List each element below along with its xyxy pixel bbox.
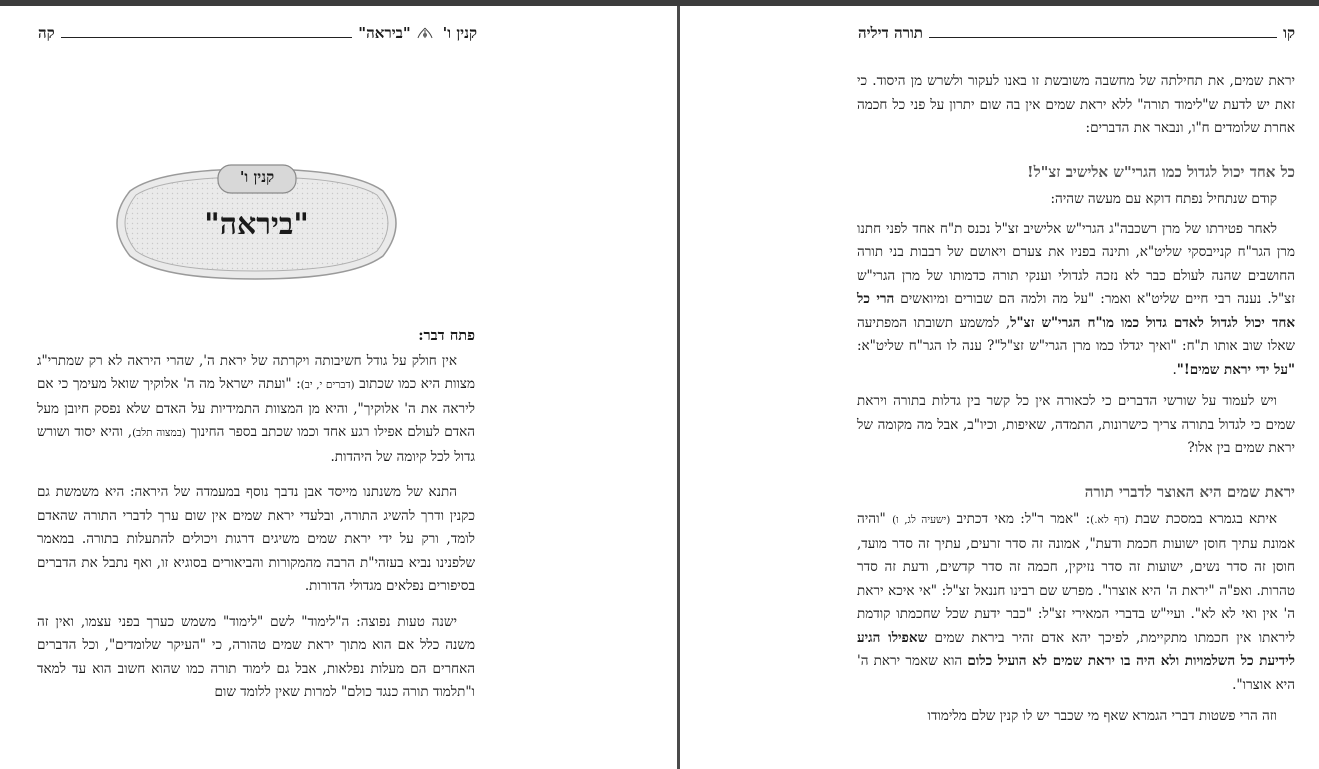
- right-page: [680, 6, 1319, 769]
- header-rule: [929, 37, 1277, 38]
- chapter-emblem: [100, 161, 413, 286]
- section-heading: יראת שמים היא האוצר לדברי תורה: [1084, 482, 1295, 501]
- left-page-header: [38, 24, 477, 43]
- paragraph: קודם שנתחיל נפתח דוקא עם מעשה שהיה:: [1050, 191, 1277, 207]
- paragraph: וזה הרי פשטות דברי הגמרא שאף מי שכבר יש לו קנין שלם מלימודו: [927, 708, 1277, 724]
- bold-span: "על ידי יראת שמים!": [1176, 361, 1295, 378]
- chapter-title: "ביראה": [358, 24, 411, 42]
- text-span: , והיא יסוד ושורש גדול לכל קיומה של היהדות.: [37, 424, 475, 465]
- page-number: קו: [1283, 24, 1295, 42]
- text-span: איתא בגמרא במסכת שבת: [1128, 511, 1277, 527]
- header-rule: [61, 37, 353, 38]
- bold-span: הרי כל אחד יכול לגדול לאדם גדול כמו מו"ח הגרי"ש זצ"ל: [857, 291, 1296, 331]
- intro-heading: פתח דבר:: [418, 327, 475, 344]
- left-body: [37, 324, 475, 705]
- paragraph: התנא של משנתנו מייסד אבן נדבך נוסף במעמדה של היראה: היא משמשת גם כקנין ודרך להשיג התורה, ובלעדי יראת שמים אין שום ערך לדברי התורה שהאדם לומד, ורק על ידי יראת שמים משיגים דרגות ויכולים להתעלות בתורה. במאמר שלפנינו נביא בעזהי"ת הרבה מהמקורות והביאורים בסוגיא זו, ואף נתבל את הדברים בסיפורים נפלאים מגדולי הדורות.: [37, 484, 475, 594]
- right-body: [857, 70, 1295, 729]
- section-heading: כל אחד יכול לגדול כמו הגרי"ש אלישיב זצ"ל!: [1027, 162, 1295, 181]
- paragraph: [857, 218, 1295, 383]
- right-page-header: [858, 24, 1295, 43]
- bold-span: שאפילו הגיע לידיעת כל השלמויות ולא היה בו יראת שמים לא הועיל כלום: [857, 629, 1295, 669]
- text-span: אין חולק על גודל חשיבותה ויקרתה של יראת ה', שהרי היראה לא רק שמתרי"ג מצוות היא כמו שכתוב: [37, 352, 475, 392]
- text-span: "והיה אמונת עתיך חוסן ישועות חכמת ודעת", אמונה זה סדר זרעים, עתיך זה סדר מועד, חוסן זה סדר נשים, ישועות זה סדר נזיקין, חכמה זה סדר קדשים, ודעת זה סדר טהרות. ואפ"ה "יראת ה' היא אוצרו". מפרש שם רבינו חננאל זצ"ל: "אי איכא יראת ה' אין ואי לא לא". ועיי"ש בדברי המאירי זצ"ל: "כבר ידעת שכל שחכמתו קודמת ליראתו אין חכמתו מתקיימת, לפיכך יהא אדם זהיר ביראת שמים: [857, 511, 1295, 646]
- source-ref: (במצוה תלב): [132, 427, 186, 439]
- emblem-title: "ביראה": [204, 207, 309, 242]
- paragraph: [37, 350, 475, 470]
- source-ref: (דברים י, יב): [300, 379, 355, 391]
- paragraph: ויש לעמוד על שורשי הדברים כי לכאורה אין כל קשר בין גדלות בתורה ויראת שמים כי לגדול בתורה צריך כישרונות, התמדה, שאיפות, וכיו"ב, אבל מה מקומה של יראת שמים בין אלו?: [857, 393, 1295, 456]
- text-span: , למשמע תשובתו המפתיעה שאלו שוב אותו ת"ח: "ואיך יגדלו כמו מרן הגרי"ש זצ"ל"? ענה לו הגר"ח שליט"א:: [857, 314, 1295, 354]
- emblem-badge: קנין ו': [239, 168, 275, 186]
- source-ref: (דף לא.): [1090, 514, 1129, 526]
- paragraph: יראת שמים, את תחילתה של מחשבה משובשת זו באנו לעקור ולשרש מן היסוד. כי זאת יש לדעת ש"לימוד תורה" ללא יראת שמים אין בה שום יתרון על פני כל חכמה אחרת שלומדים ח"ו, ונבאר את הדברים:: [857, 73, 1295, 136]
- paragraph: [857, 508, 1295, 697]
- left-page: [0, 6, 677, 769]
- chapter-label: קנין ו': [442, 24, 477, 42]
- fleuron-icon: [417, 25, 433, 43]
- paragraph: ישנה טעות נפוצה: ה"לימוד" לשם "לימוד" משמש כערך בפני עצמו, ואין זה משנה כלל אם הוא מתוך יראת שמים טהורה, כי "העיקר שלומדים", וכל הדברים האחרים הם מעלות נפלאות, אבל גם לימוד תורה כמו שהוא חשוב הוא עד למאד ו"תלמוד תורה כנגד כולם" למרות שאין ללומד שום: [37, 613, 475, 700]
- page-number: קה: [38, 24, 55, 42]
- text-span: .: [1172, 361, 1177, 378]
- text-span: לאחר פטירתו של מרן רשכבה"ג הגרי"ש אלישיב זצ"ל נכנס ת"ח אחד לפני חתנו מרן הגר"ח קנייבסקי שליט"א, ותינה בפניו את צערם ויאושם של רבבות בני תורה החושבים שהנה לעולם כבר לא נזכה לגדולי וענקי תורה כדמותו של מרן הגרי"ש זצ"ל. נענה רבי חיים שליט"א ואמר: "על מה ולמה הם שבורים ומיואשים: [857, 220, 1295, 307]
- book-title: תורה דיליה: [858, 24, 923, 42]
- text-span: : "אמר ר"ל: מאי דכתיב: [950, 511, 1091, 527]
- text-span: הוא שאמר יראת ה' היא אוצרו".: [857, 653, 1295, 693]
- text-span: : "ועתה ישראל מה ה' אלוקיך שואל מעימך כי אם ליראה את ה' אלוקיך", והיא מן המצוות התמידיות על האדם שלא נפסק חיובן מעל האדם לעולם אפילו רגע אחד וכמו שכתב בספר החינוך: [37, 376, 475, 440]
- source-ref: (ישעיה לג, ו): [892, 514, 951, 526]
